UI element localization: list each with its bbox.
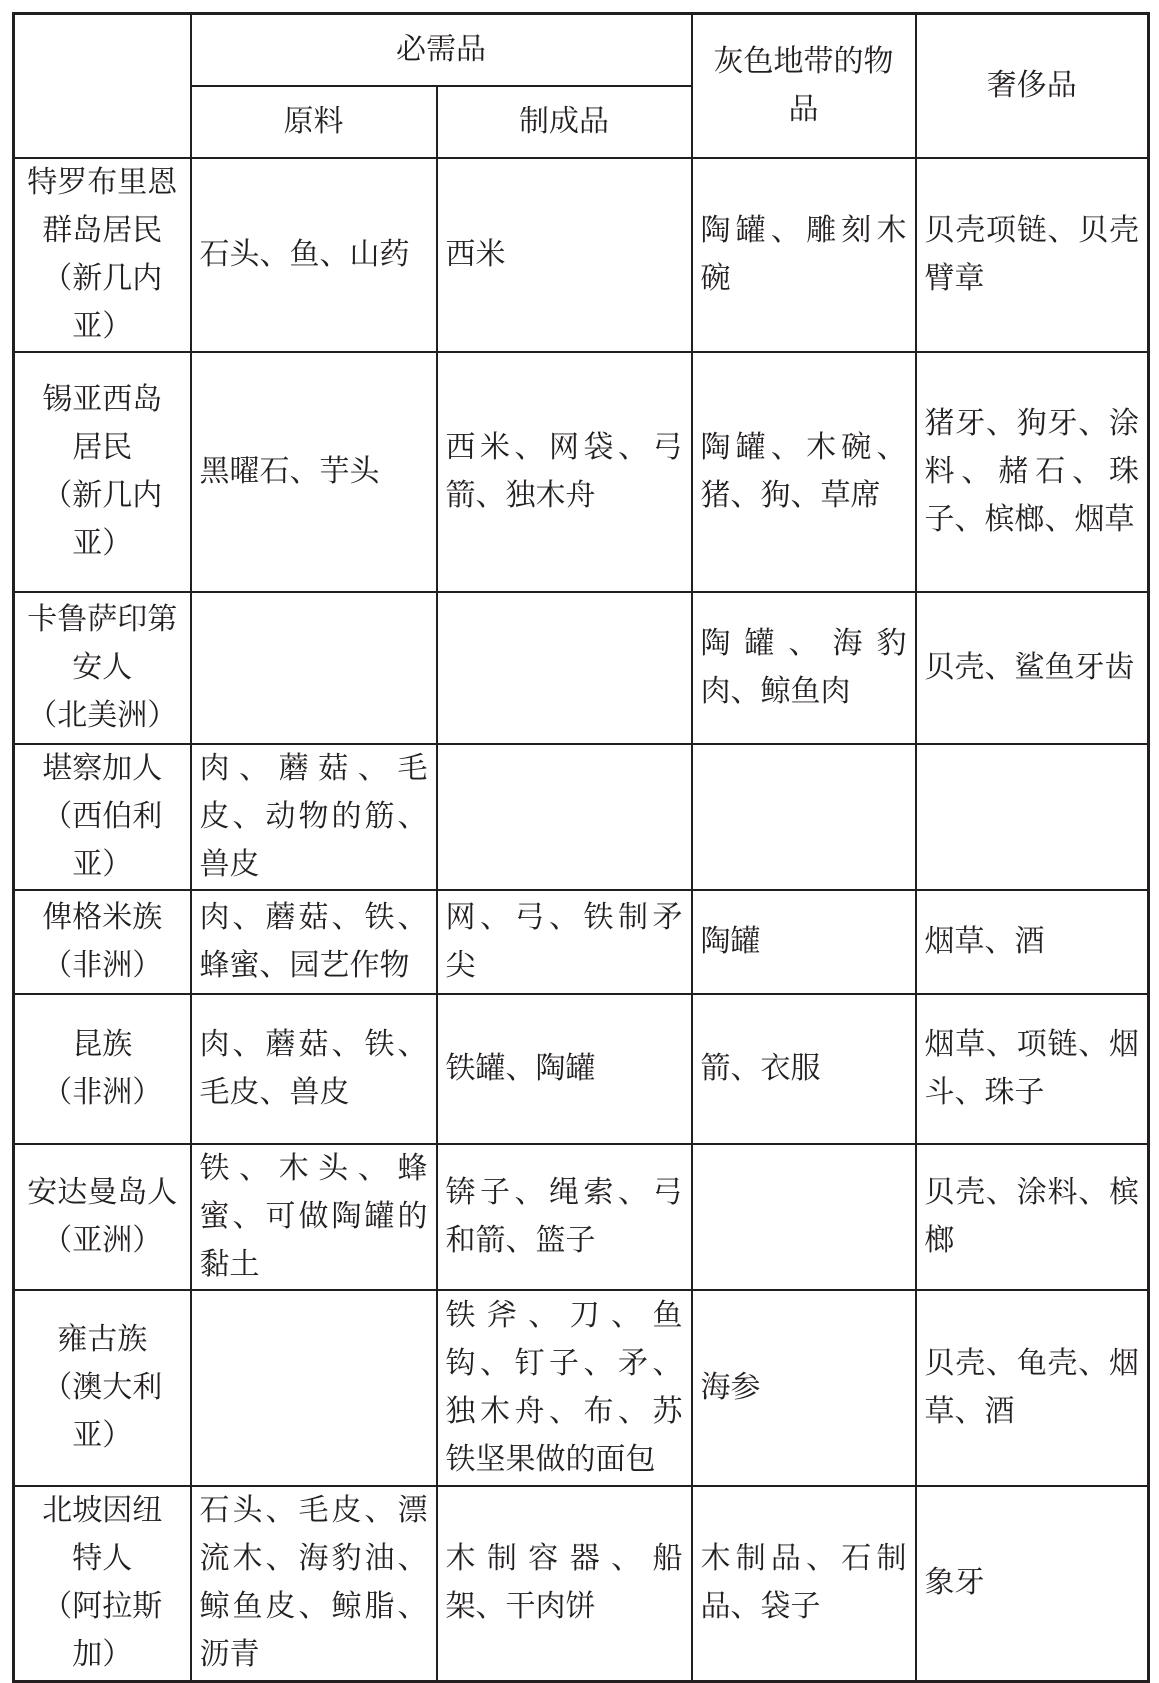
group-name-cell [14, 744, 191, 890]
header-corner-cell [14, 14, 191, 158]
table-row [14, 1486, 1149, 1682]
luxuries-cell: 猪牙、狗牙、涂料、赭石、珠子、槟榔、烟草 [916, 352, 1149, 592]
header-gray-zone: 灰色地带的物品 [692, 14, 916, 158]
gray-zone-cell: 陶罐、海豹肉、鲸鱼肉 [692, 592, 916, 744]
luxuries-cell: 贝壳项链、贝壳臂章 [916, 158, 1149, 352]
raw-materials-cell: 石头、鱼、山药 [191, 158, 437, 352]
header-raw-materials: 原料 [191, 86, 437, 158]
gray-zone-cell: 陶罐、木碗、猪、狗、草席 [692, 352, 916, 592]
group-name-cell [14, 1144, 191, 1290]
manufactured-cell: 西米、网袋、弓箭、独木舟 [437, 352, 692, 592]
luxuries-cell [916, 744, 1149, 890]
gray-zone-cell [692, 744, 916, 890]
group-region-line: （非洲） [42, 947, 163, 983]
group-name-cell [14, 352, 191, 592]
gray-zone-cell: 箭、衣服 [692, 994, 916, 1144]
gray-zone-cell: 陶罐 [692, 890, 916, 994]
raw-materials-cell: 石头、毛皮、漂流木、海豹油、鲸鱼皮、鲸脂、沥青 [191, 1486, 437, 1682]
raw-materials-cell: 肉、蘑菇、铁、蜂蜜、园艺作物 [191, 890, 437, 994]
header-row-top [14, 14, 1149, 86]
group-region-line: （北美洲） [27, 697, 178, 733]
table-row [14, 1144, 1149, 1290]
group-name-cell [14, 890, 191, 994]
table-row [14, 744, 1149, 890]
group-name-line: 昆族 [72, 1026, 133, 1062]
group-name-line: 群岛居民 [42, 212, 163, 248]
luxuries-cell: 烟草、酒 [916, 890, 1149, 994]
raw-materials-cell: 肉、蘑菇、铁、毛皮、兽皮 [191, 994, 437, 1144]
luxuries-cell: 贝壳、龟壳、烟草、酒 [916, 1290, 1149, 1486]
group-region-line: （阿拉斯加） [42, 1589, 163, 1673]
manufactured-cell: 木制容器、船架、干肉饼 [437, 1486, 692, 1682]
group-name-cell [14, 1290, 191, 1486]
group-name-cell [14, 158, 191, 352]
manufactured-cell [437, 592, 692, 744]
luxuries-cell: 烟草、项链、烟斗、珠子 [916, 994, 1149, 1144]
table-row [14, 1290, 1149, 1486]
group-name-line: 北坡因纽 [42, 1493, 163, 1529]
manufactured-cell: 铁罐、陶罐 [437, 994, 692, 1144]
manufactured-cell: 网、弓、铁制矛尖 [437, 890, 692, 994]
gray-zone-cell: 陶罐、雕刻木碗 [692, 158, 916, 352]
luxuries-cell: 贝壳、鲨鱼牙齿 [916, 592, 1149, 744]
manufactured-cell: 锛子、绳索、弓和箭、篮子 [437, 1144, 692, 1290]
group-name-line: 俾格米族 [42, 899, 163, 935]
group-name-line: 特罗布里恩 [27, 164, 178, 200]
group-region-line: （新几内亚） [42, 260, 163, 344]
group-region-line: （非洲） [42, 1074, 163, 1110]
group-name-line: 安达曼岛人 [27, 1174, 178, 1210]
raw-materials-cell: 铁、木头、蜂蜜、可做陶罐的黏土 [191, 1144, 437, 1290]
header-luxuries: 奢侈品 [916, 14, 1149, 158]
gray-zone-cell: 木制品、石制品、袋子 [692, 1486, 916, 1682]
raw-materials-cell [191, 592, 437, 744]
group-name-cell [14, 1486, 191, 1682]
table-row [14, 352, 1149, 592]
table-row [14, 592, 1149, 744]
group-region-line: （西伯利亚） [42, 798, 163, 882]
header-necessities: 必需品 [191, 14, 692, 86]
group-name-line: 堪察加人 [42, 750, 163, 786]
group-name-line: 居民 [72, 429, 133, 465]
group-region-line: （澳大利亚） [42, 1369, 163, 1453]
raw-materials-cell: 黑曜石、芋头 [191, 352, 437, 592]
header-manufactured: 制成品 [437, 86, 692, 158]
raw-materials-cell: 肉、蘑菇、毛皮、动物的筋、兽皮 [191, 744, 437, 890]
group-name-cell [14, 994, 191, 1144]
group-name-line: 雍古族 [57, 1321, 148, 1357]
manufactured-cell [437, 744, 692, 890]
group-name-cell [14, 592, 191, 744]
table-row [14, 890, 1149, 994]
gray-zone-cell [692, 1144, 916, 1290]
luxuries-cell: 贝壳、涂料、槟榔 [916, 1144, 1149, 1290]
luxuries-cell: 象牙 [916, 1486, 1149, 1682]
table-row [14, 994, 1149, 1144]
group-name-line: 锡亚西岛 [42, 381, 163, 417]
gray-zone-cell: 海参 [692, 1290, 916, 1486]
group-region-line: （新几内亚） [42, 477, 163, 561]
manufactured-cell: 西米 [437, 158, 692, 352]
raw-materials-cell [191, 1290, 437, 1486]
group-name-line: 卡鲁萨印第 [27, 601, 178, 637]
manufactured-cell: 铁斧、刀、鱼钩、钉子、矛、独木舟、布、苏铁坚果做的面包 [437, 1290, 692, 1486]
table-row [14, 158, 1149, 352]
group-name-line: 特人 [72, 1541, 133, 1577]
group-region-line: （亚洲） [42, 1222, 163, 1258]
group-name-line: 安人 [72, 649, 133, 685]
trade-goods-table [12, 12, 1150, 1683]
